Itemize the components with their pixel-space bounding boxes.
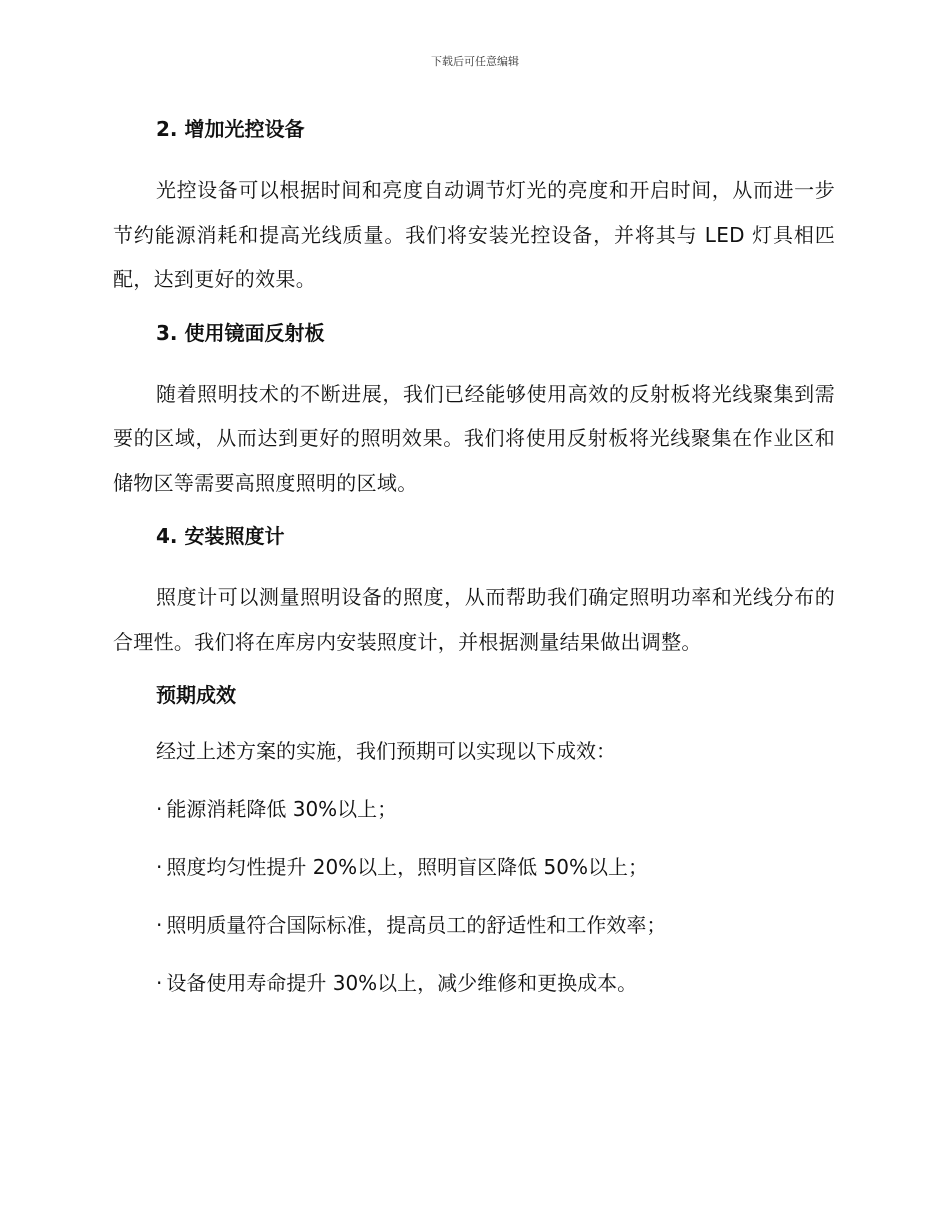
bullet-dot: · xyxy=(156,855,163,879)
list-item xyxy=(156,908,835,942)
bullet-dot: · xyxy=(156,971,163,995)
section-heading-light-control: 2. 增加光控设备 xyxy=(156,117,305,141)
list-item-text: 照明质量符合国际标准，提高员工的舒适性和工作效率； xyxy=(166,913,667,937)
outcomes-heading: 预期成效 xyxy=(156,683,236,707)
bullet-dot: · xyxy=(156,913,163,937)
header-note: 下载后可任意编辑 xyxy=(431,55,519,68)
section-paragraph-illuminance-meter: 照度计可以测量照明设备的照度，从而帮助我们确定照明功率和光线分布的合理性。我们将在库房内安装照度计，并根据测量结果做出调整。 xyxy=(113,585,835,654)
list-item-text: 照度均匀性提升 20%以上，照明盲区降低 50%以上； xyxy=(166,855,648,879)
list-item-text: 设备使用寿命提升 30%以上，减少维修和更换成本。 xyxy=(166,971,638,995)
section-heading-mirror-reflector: 3. 使用镜面反射板 xyxy=(156,320,325,345)
section-heading-illuminance-meter: 4. 安装照度计 xyxy=(156,524,285,548)
document-body xyxy=(113,112,835,1024)
outcomes-list xyxy=(113,792,835,1000)
list-item xyxy=(156,850,835,884)
list-item xyxy=(156,792,835,826)
section-paragraph-light-control: 光控设备可以根据时间和亮度自动调节灯光的亮度和开启时间，从而进一步节约能源消耗和提高光线质量。我们将安装光控设备，并将其与 LED 灯具相匹配，达到更好的效果。 xyxy=(113,178,835,291)
list-item-text: 能源消耗降低 30%以上； xyxy=(166,797,398,821)
bullet-dot: · xyxy=(156,797,163,821)
list-item xyxy=(156,966,835,1000)
section-paragraph-mirror-reflector: 随着照明技术的不断进展，我们已经能够使用高效的反射板将光线聚集到需要的区域，从而达到更好的照明效果。我们将使用反射板将光线聚集在作业区和储物区等需要高照度照明的区域。 xyxy=(113,381,835,495)
outcomes-intro: 经过上述方案的实施，我们预期可以实现以下成效： xyxy=(156,739,616,763)
